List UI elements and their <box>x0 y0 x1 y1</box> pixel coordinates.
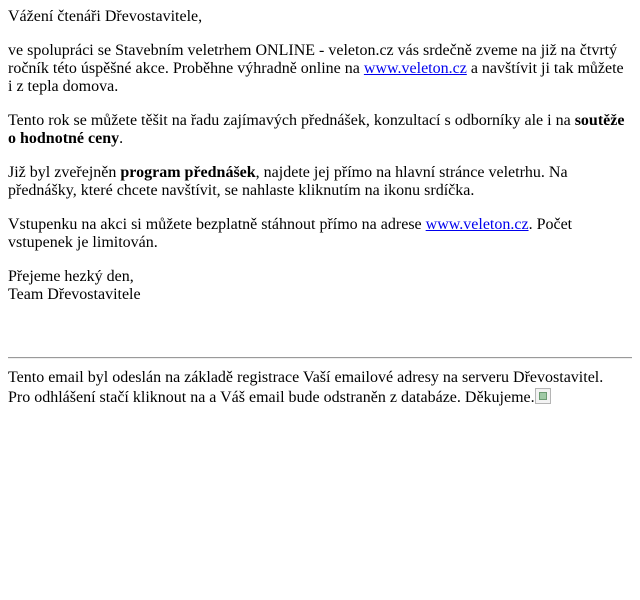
paragraph-lectures <box>8 164 632 200</box>
paragraph-intro <box>8 42 632 96</box>
closing-line-1: Přejeme hezký den, <box>8 268 134 285</box>
broken-image-icon <box>535 388 551 404</box>
paragraph-lectures-text-b: , najdete jej přímo na hlavní stránce veletrhu. Na přednášky, které chcete navštívit, se nahlaste kliknutím na ikonu srdíčka. <box>8 164 568 199</box>
footer-divider <box>8 357 632 359</box>
lecture-program-highlight: program přednášek <box>120 164 256 181</box>
veleton-link[interactable]: www.veleton.cz <box>363 60 467 77</box>
paragraph-program-text-a: Tento rok se můžete těšit na řadu zajímavých přednášek, konzultací s odborníky ale i na <box>8 112 575 129</box>
footer-notice <box>8 368 632 408</box>
paragraph-lectures-text-a: Již byl zveřejněn <box>8 164 121 181</box>
paragraph-intro-text-b: a navštívit ji tak můžete i z tepla domova. <box>8 60 624 95</box>
footer-line-1: Tento email byl odeslán na základě registrace Vaší emailové adresy na serveru Dřevostavitel. <box>8 369 604 386</box>
paragraph-tickets-text-b: . Počet vstupenek je limitován. <box>8 216 573 251</box>
paragraph-tickets-text-a: Vstupenku na akci si můžete bezplatně stáhnout přímo na adrese <box>8 216 426 233</box>
contest-highlight: soutěže o hodnotné ceny <box>8 112 625 147</box>
greeting: Vážení čtenáři Dřevostavitele, <box>8 8 203 25</box>
closing <box>8 268 632 304</box>
footer-line-2: Pro odhlášení stačí kliknout na a Váš email bude odstraněn z databáze. Děkujeme. <box>8 389 535 406</box>
paragraph-intro-text-a: ve spolupráci se Stavebním veletrhem ONLINE - veleton.cz vás srdečně zveme na již na čtvrtý ročník této úspěšné akce. Proběhne výhradně online na <box>8 42 618 77</box>
paragraph-program-text-b: . <box>119 130 124 147</box>
paragraph-program <box>8 112 632 148</box>
paragraph-tickets <box>8 216 632 252</box>
veleton-ticket-link[interactable]: www.veleton.cz <box>425 216 529 233</box>
closing-signature: Team Dřevostavitele <box>8 286 141 303</box>
